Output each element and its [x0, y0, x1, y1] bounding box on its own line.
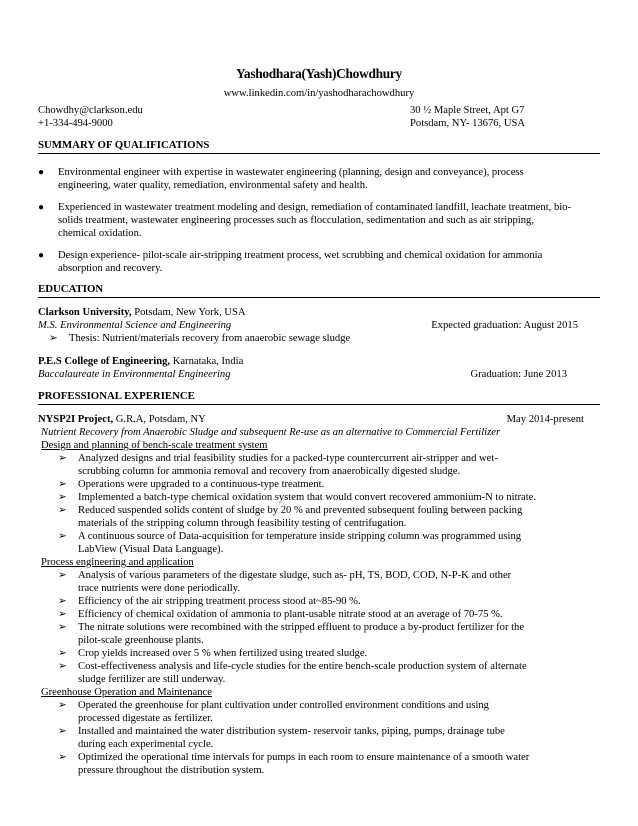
project-role: G.R.A, Potsdam, NY	[113, 414, 206, 425]
arrow-icon: ➢	[58, 726, 67, 737]
bullet-icon: ●	[38, 250, 45, 261]
text-line: Cost-effectiveness analysis and life-cycle studies for the entire bench-scale production system of alternate	[78, 661, 527, 672]
text-line: sludge fertilizer are still underway.	[78, 674, 226, 685]
text-line: Efficiency of the air stripping treatment process stood at~85-90 %.	[78, 596, 361, 607]
text-line: Efficiency of chemical oxidation of ammonia to plant-usable nitrate stood at an average of 70-75 %.	[78, 609, 503, 620]
item-text	[78, 647, 600, 660]
list-item	[58, 595, 600, 608]
text-line: trace nutrients were done periodically.	[78, 583, 240, 594]
text-line: scrubbing column for ammonia removal and recovery from anaerobically digested sludge.	[78, 466, 461, 477]
text-line: The nitrate solutions were recombined with the stripped effluent to produce a by-product fertilizer for the	[78, 622, 525, 633]
item-text	[78, 660, 600, 686]
arrow-icon: ➢	[58, 609, 67, 620]
subsection-heading: Process engineering and application	[41, 557, 194, 568]
education-entry-1	[38, 306, 600, 345]
list-item	[58, 491, 600, 504]
experience-title: PROFESSIONAL EXPERIENCE	[38, 390, 600, 405]
arrow-icon: ➢	[58, 752, 67, 763]
text-line: Optimized the operational time intervals for pumps in each room to ensure maintenance of a smooth water	[78, 752, 530, 763]
arrow-icon: ➢	[58, 596, 67, 607]
experience-sections	[38, 439, 600, 777]
arrow-icon: ➢	[49, 333, 58, 344]
achievement-list	[38, 699, 600, 777]
item-text	[78, 452, 600, 478]
item-text	[78, 699, 600, 725]
text-line: pilot-scale greenhouse plants.	[78, 635, 204, 646]
summary-list	[38, 166, 600, 275]
text-line: Implemented a batch-type chemical oxidation system that would convert recovered ammonium-N to nitrate.	[78, 492, 537, 503]
arrow-icon: ➢	[58, 661, 67, 672]
school-name: Clarkson University,	[38, 307, 132, 318]
summary-item	[38, 249, 600, 275]
resume-page	[38, 66, 600, 777]
contact-row-1	[38, 104, 600, 117]
school-location: Potsdam, New York, USA	[131, 307, 246, 318]
summary-item	[38, 201, 600, 240]
subsection-heading: Design and planning of bench-scale treatment system	[41, 440, 268, 451]
address-line-1: 30 ½ Maple Street, Apt G7	[410, 105, 525, 116]
text-line: Experienced in wastewater treatment modeling and design, remediation of contaminated landfill, leachate treatment, bio-	[58, 202, 572, 213]
list-item	[58, 699, 600, 725]
arrow-icon: ➢	[58, 453, 67, 464]
item-text	[78, 491, 600, 504]
subsection-heading: Greenhouse Operation and Maintenance	[41, 687, 212, 698]
item-text	[78, 569, 600, 595]
arrow-icon: ➢	[58, 531, 67, 542]
email[interactable]: Chowdhy@clarkson.edu	[38, 105, 143, 116]
list-item	[58, 452, 600, 478]
list-item	[58, 569, 600, 595]
arrow-icon: ➢	[58, 492, 67, 503]
education-entry-2	[38, 355, 600, 381]
text-line: Operated the greenhouse for plant cultivation under controlled environment conditions and using	[78, 700, 489, 711]
arrow-icon: ➢	[58, 622, 67, 633]
project-date: May 2014-present	[506, 414, 584, 425]
text-line: Reduced suspended solids content of sludge by 20 % and prevented subsequent fouling between packing	[78, 505, 523, 516]
item-text	[78, 751, 600, 777]
arrow-icon: ➢	[58, 570, 67, 581]
item-text	[78, 608, 600, 621]
text-line: materials of the stripping column through feasibility testing of centrifugation.	[78, 518, 407, 529]
text-line: Installed and maintained the water distribution system- reservoir tanks, piping, pumps, drainage tube	[78, 726, 505, 737]
list-item	[58, 530, 600, 556]
text-line: absorption and recovery.	[58, 263, 163, 274]
list-item	[58, 660, 600, 686]
graduation-date: Expected graduation: August 2015	[431, 320, 578, 331]
project-subtitle: Nutrient Recovery from Anaerobic Sludge and subsequent Re-use as an alternative to Commercial Fertilizer	[41, 427, 501, 438]
text-line: Analysis of various parameters of the digestate sludge, such as- pH, TS, BOD, COD, N-P-K and other	[78, 570, 512, 581]
item-text	[78, 504, 600, 530]
list-item	[58, 751, 600, 777]
school-location: Karnataka, India	[170, 356, 244, 367]
contact-row-2	[38, 117, 600, 130]
list-item	[58, 621, 600, 647]
education-title: EDUCATION	[38, 283, 600, 298]
item-text	[78, 621, 600, 647]
degree: M.S. Environmental Science and Engineering	[38, 320, 232, 331]
summary-text	[58, 166, 600, 192]
text-line: Design experience- pilot-scale air-stripping treatment process, wet scrubbing and chemical oxidation for ammonia	[58, 250, 543, 261]
thesis-item	[38, 332, 600, 345]
item-text	[78, 530, 600, 556]
text-line: chemical oxidation.	[58, 228, 142, 239]
text-line: solids treatment, wastewater engineering processes such as flocculation, sedimentation and such as air stripping,	[58, 215, 534, 226]
degree: Baccalaureate in Environmental Engineering	[38, 369, 231, 380]
item-text	[78, 478, 600, 491]
project-header	[38, 413, 600, 439]
item-text	[78, 595, 600, 608]
project-name: NYSP2I Project,	[38, 414, 114, 425]
arrow-icon: ➢	[58, 648, 67, 659]
text-line: Operations were upgraded to a continuous-type treatment.	[78, 479, 325, 490]
summary-text	[58, 249, 600, 275]
text-line: Crop yields increased over 5 % when fertilized using treated sludge.	[78, 648, 368, 659]
item-text	[78, 725, 600, 751]
text-line: A continuous source of Data-acquisition for temperature inside stripping column was programmed using	[78, 531, 522, 542]
bullet-icon: ●	[38, 167, 45, 178]
phone: +1-334-494-9000	[38, 118, 113, 129]
summary-item	[38, 166, 600, 192]
text-line: Analyzed designs and trial feasibility studies for a packed-type countercurrent air-stripper and wet-	[78, 453, 498, 464]
summary-text	[58, 201, 600, 240]
arrow-icon: ➢	[58, 700, 67, 711]
thesis: Thesis: Nutrient/materials recovery from anaerobic sewage sludge	[69, 333, 351, 344]
achievement-list	[38, 569, 600, 686]
list-item	[58, 504, 600, 530]
candidate-name: Yashodhara(Yash)Chowdhury	[236, 66, 402, 81]
bullet-icon: ●	[38, 202, 45, 213]
linkedin-url[interactable]: www.linkedin.com/in/yashodharachowdhury	[223, 88, 415, 99]
summary-title: SUMMARY OF QUALIFICATIONS	[38, 139, 600, 154]
arrow-icon: ➢	[58, 479, 67, 490]
arrow-icon: ➢	[58, 505, 67, 516]
text-line: pressure throughout the distribution system.	[78, 765, 265, 776]
address-line-2: Potsdam, NY- 13676, USA	[410, 118, 526, 129]
text-line: Environmental engineer with expertise in wastewater engineering (planning, design and conveyance), process	[58, 167, 524, 178]
list-item	[58, 725, 600, 751]
graduation-date: Graduation: June 2013	[470, 369, 567, 380]
text-line: engineering, water quality, remediation, environmental safety and health.	[58, 180, 368, 191]
list-item	[58, 478, 600, 491]
achievement-list	[38, 452, 600, 556]
list-item	[58, 608, 600, 621]
text-line: LabView (Visual Data Language).	[78, 544, 224, 555]
text-line: during each experimental cycle.	[78, 739, 214, 750]
school-name: P.E.S College of Engineering,	[38, 356, 171, 367]
text-line: processed digestate as fertilizer.	[78, 713, 213, 724]
list-item	[58, 647, 600, 660]
